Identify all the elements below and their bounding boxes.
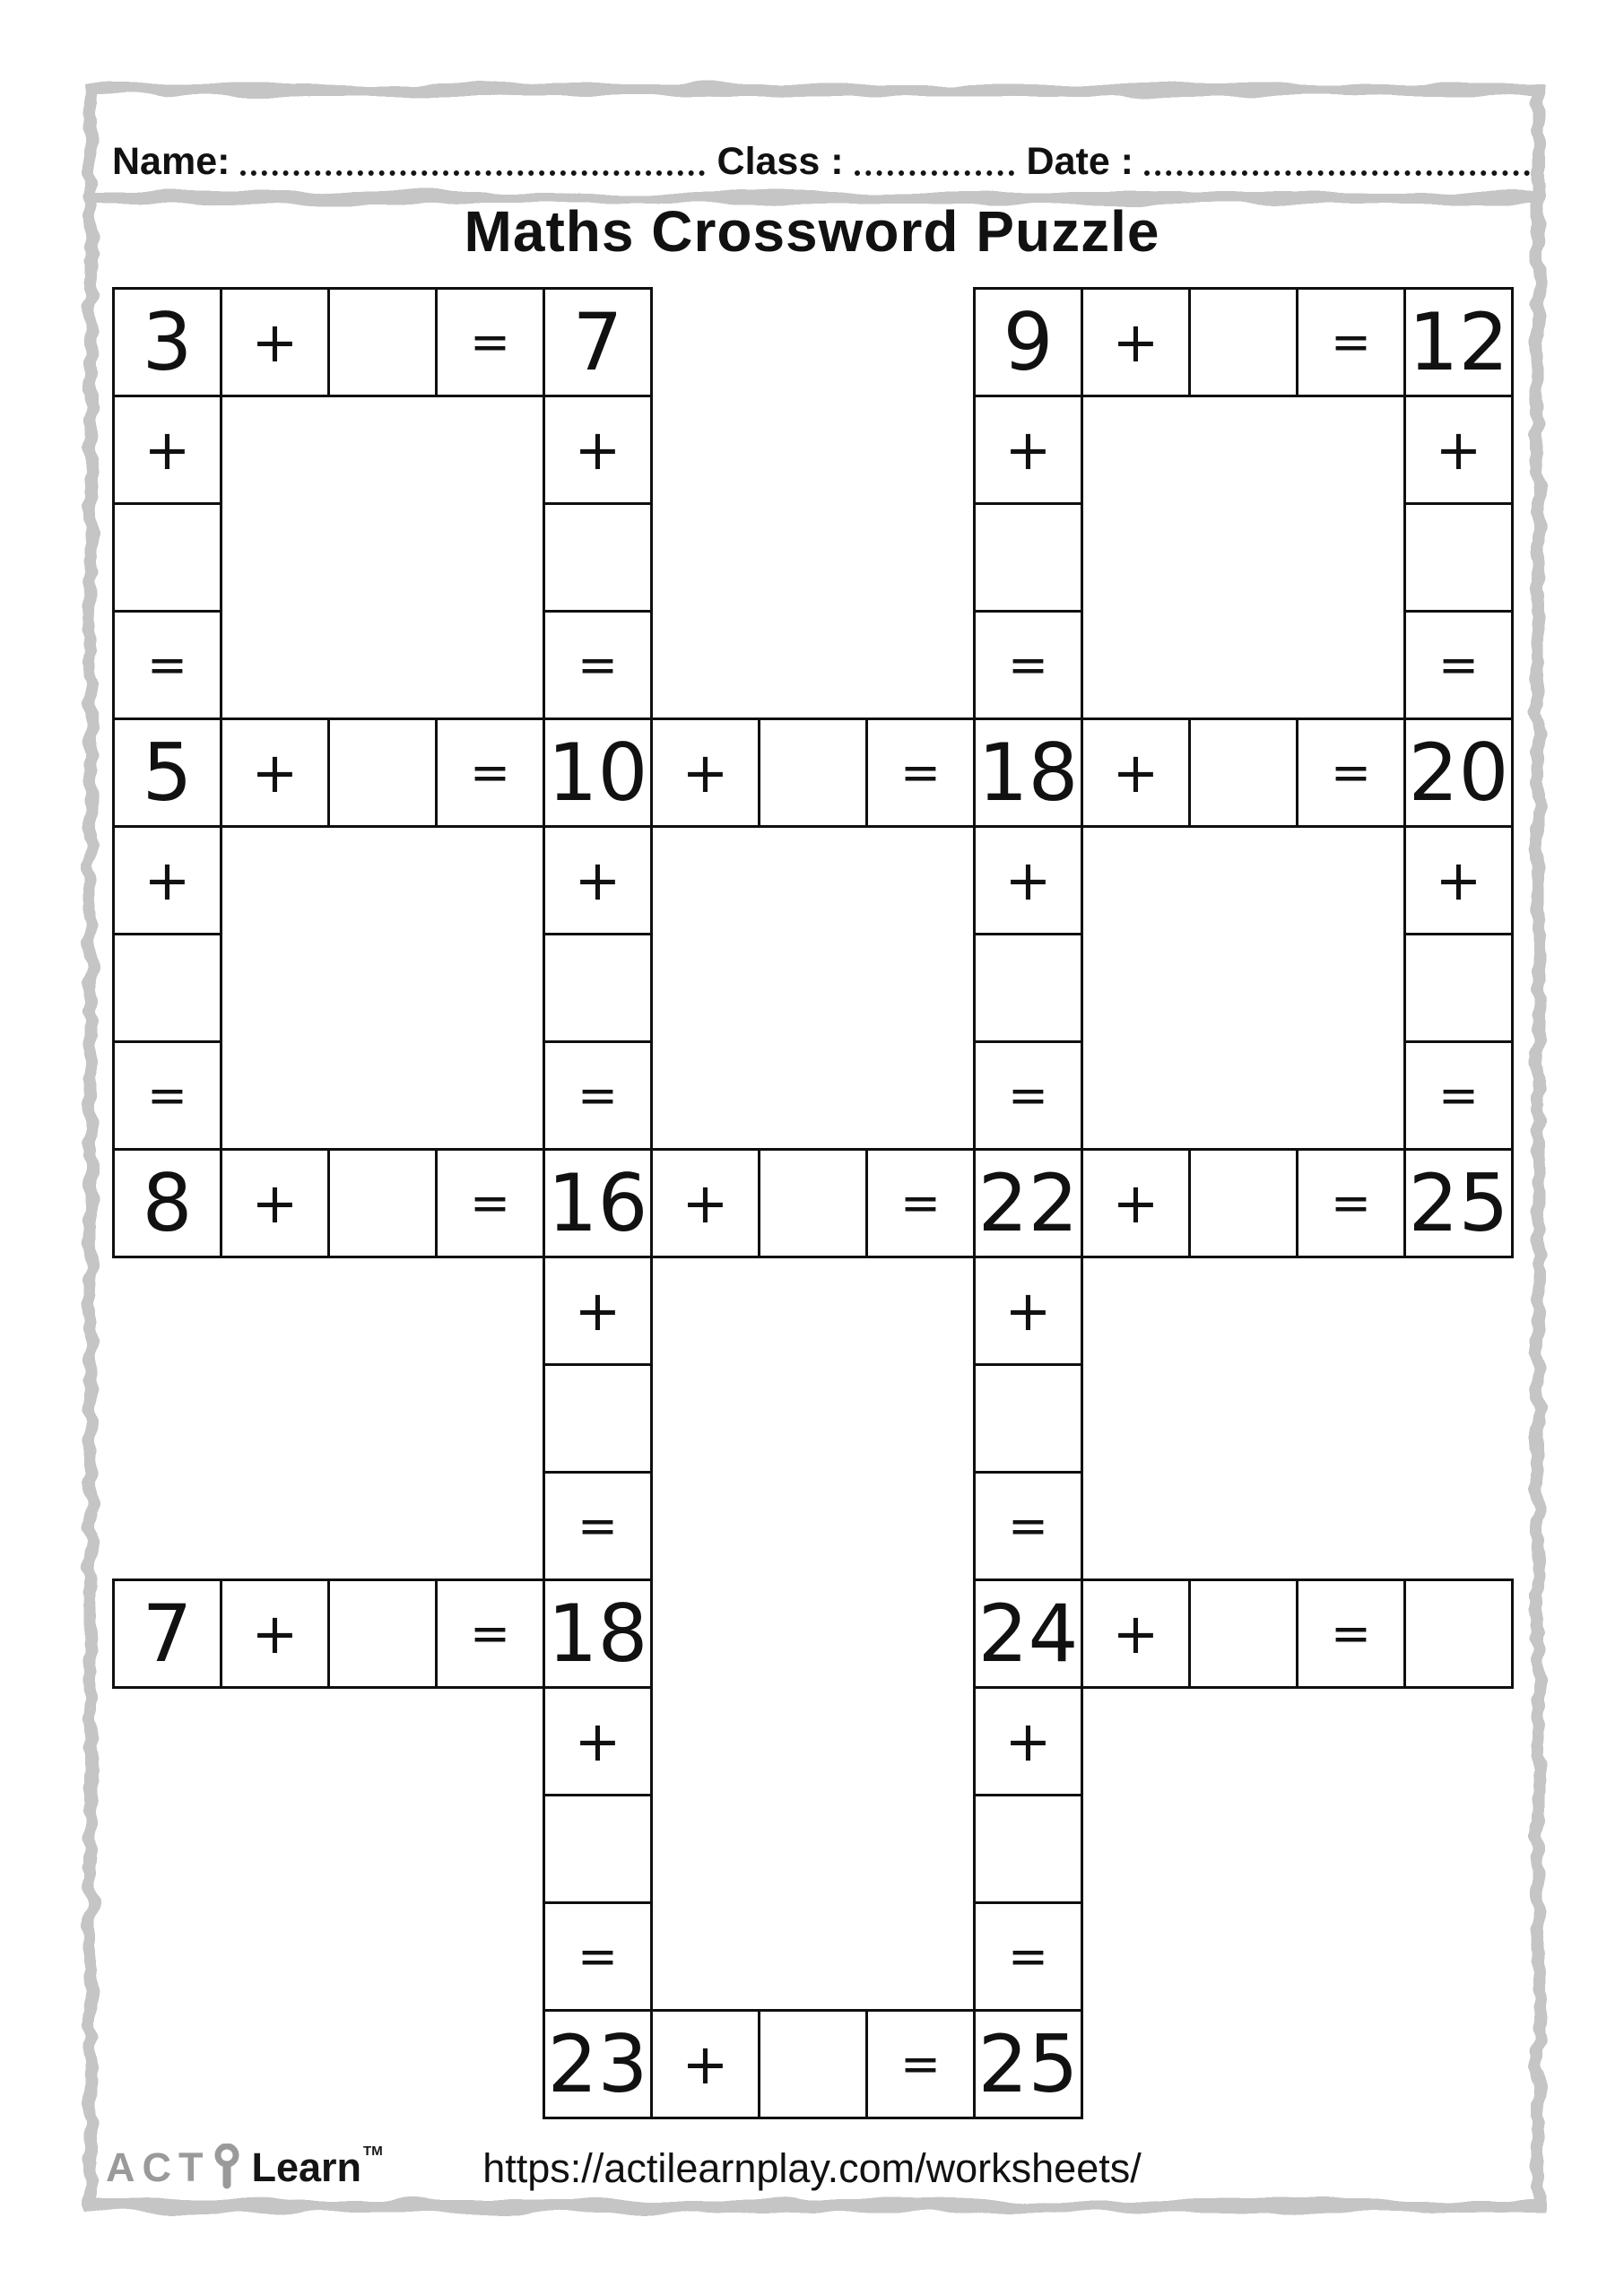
answer-cell-r5c7[interactable]	[758, 718, 868, 828]
cell-r9c1: 8	[112, 1148, 222, 1258]
cell-r5c12: =	[1296, 718, 1406, 828]
answer-cell-r9c11[interactable]	[1188, 1148, 1298, 1258]
answer-cell-r9c3[interactable]	[327, 1148, 438, 1258]
cell-r17c9: 25	[973, 2009, 1083, 2119]
cell-r17c8: =	[865, 2009, 976, 2119]
cell-r9c5: 16	[543, 1148, 653, 1258]
cell-r1c12: =	[1296, 287, 1406, 397]
answer-cell-r17c7[interactable]	[758, 2009, 868, 2119]
cell-r5c8: =	[865, 718, 976, 828]
cell-r4c1: =	[112, 610, 222, 720]
cell-r4c5: =	[543, 610, 653, 720]
answer-cell-r3c1[interactable]	[112, 502, 222, 613]
cell-r6c5: +	[543, 825, 653, 935]
cell-r6c9: +	[973, 825, 1083, 935]
answer-cell-r5c3[interactable]	[327, 718, 438, 828]
name-label: Name:	[112, 140, 230, 183]
cell-r14c9: +	[973, 1686, 1083, 1796]
cell-r5c1: 5	[112, 718, 222, 828]
name-field[interactable]	[240, 161, 704, 176]
logo-learn-text: Learn	[251, 2144, 362, 2190]
cell-r9c2: +	[220, 1148, 330, 1258]
date-field[interactable]	[1144, 161, 1530, 176]
answer-cell-r13c13[interactable]	[1403, 1578, 1514, 1689]
cell-r5c10: +	[1081, 718, 1191, 828]
answer-cell-r11c5[interactable]	[543, 1363, 653, 1474]
cell-r1c5: 7	[543, 287, 653, 397]
cell-r9c8: =	[865, 1148, 976, 1258]
cell-r12c5: =	[543, 1471, 653, 1581]
cell-r13c5: 18	[543, 1578, 653, 1689]
cell-r6c1: +	[112, 825, 222, 935]
cell-r2c13: +	[1403, 395, 1514, 505]
cell-r2c9: +	[973, 395, 1083, 505]
cell-r1c2: +	[220, 287, 330, 397]
answer-cell-r15c9[interactable]	[973, 1794, 1083, 1904]
answer-cell-r1c11[interactable]	[1188, 287, 1298, 397]
cell-r5c9: 18	[973, 718, 1083, 828]
cell-r9c6: +	[650, 1148, 760, 1258]
logo-act-text: ACT	[106, 2144, 211, 2190]
answer-cell-r7c13[interactable]	[1403, 933, 1514, 1043]
cell-r8c9: =	[973, 1040, 1083, 1151]
cell-r10c9: +	[973, 1256, 1083, 1366]
cell-r9c12: =	[1296, 1148, 1406, 1258]
answer-cell-r13c11[interactable]	[1188, 1578, 1298, 1689]
cell-r6c13: +	[1403, 825, 1514, 935]
header-row	[112, 133, 1530, 183]
answer-cell-r5c11[interactable]	[1188, 718, 1298, 828]
cell-r1c1: 3	[112, 287, 222, 397]
answer-cell-r1c3[interactable]	[327, 287, 438, 397]
cell-r4c13: =	[1403, 610, 1514, 720]
cell-r17c5: 23	[543, 2009, 653, 2119]
cell-r13c2: +	[220, 1578, 330, 1689]
cell-r1c4: =	[435, 287, 545, 397]
logo-trademark: TM	[363, 2143, 383, 2159]
answer-cell-r9c7[interactable]	[758, 1148, 868, 1258]
class-label: Class :	[716, 140, 844, 183]
answer-cell-r3c9[interactable]	[973, 502, 1083, 613]
cell-r9c10: +	[1081, 1148, 1191, 1258]
cell-r13c12: =	[1296, 1578, 1406, 1689]
cell-r17c6: +	[650, 2009, 760, 2119]
date-label: Date :	[1026, 140, 1133, 183]
cell-r13c4: =	[435, 1578, 545, 1689]
footer-url: https://actilearnplay.com/worksheets/	[482, 2145, 1142, 2191]
cell-r8c13: =	[1403, 1040, 1514, 1151]
cell-r1c13: 12	[1403, 287, 1514, 397]
cell-r1c10: +	[1081, 287, 1191, 397]
cell-r9c4: =	[435, 1148, 545, 1258]
cell-r8c1: =	[112, 1040, 222, 1151]
cell-r5c4: =	[435, 718, 545, 828]
cell-r4c9: =	[973, 610, 1083, 720]
cell-r16c5: =	[543, 1901, 653, 2012]
cell-r2c1: +	[112, 395, 222, 505]
cell-r16c9: =	[973, 1901, 1083, 2012]
answer-cell-r7c9[interactable]	[973, 933, 1083, 1043]
class-field[interactable]	[855, 161, 1014, 176]
cell-r13c9: 24	[973, 1578, 1083, 1689]
cell-r14c5: +	[543, 1686, 653, 1796]
answer-cell-r11c9[interactable]	[973, 1363, 1083, 1474]
answer-cell-r7c5[interactable]	[543, 933, 653, 1043]
answer-cell-r3c13[interactable]	[1403, 502, 1514, 613]
puzzle-grid	[112, 287, 1514, 2119]
answer-cell-r7c1[interactable]	[112, 933, 222, 1043]
answer-cell-r13c3[interactable]	[327, 1578, 438, 1689]
cell-r10c5: +	[543, 1256, 653, 1366]
cell-r5c5: 10	[543, 718, 653, 828]
cell-r2c5: +	[543, 395, 653, 505]
cell-r13c10: +	[1081, 1578, 1191, 1689]
cell-r8c5: =	[543, 1040, 653, 1151]
cell-r5c6: +	[650, 718, 760, 828]
answer-cell-r15c5[interactable]	[543, 1794, 653, 1904]
cell-r12c9: =	[973, 1471, 1083, 1581]
page-title: Maths Crossword Puzzle	[464, 199, 1160, 264]
cell-r13c1: 7	[112, 1578, 222, 1689]
answer-cell-r3c5[interactable]	[543, 502, 653, 613]
cell-r9c9: 22	[973, 1148, 1083, 1258]
cell-r1c9: 9	[973, 287, 1083, 397]
cell-r5c2: +	[220, 718, 330, 828]
cell-r9c13: 25	[1403, 1148, 1514, 1258]
cell-r5c13: 20	[1403, 718, 1514, 828]
